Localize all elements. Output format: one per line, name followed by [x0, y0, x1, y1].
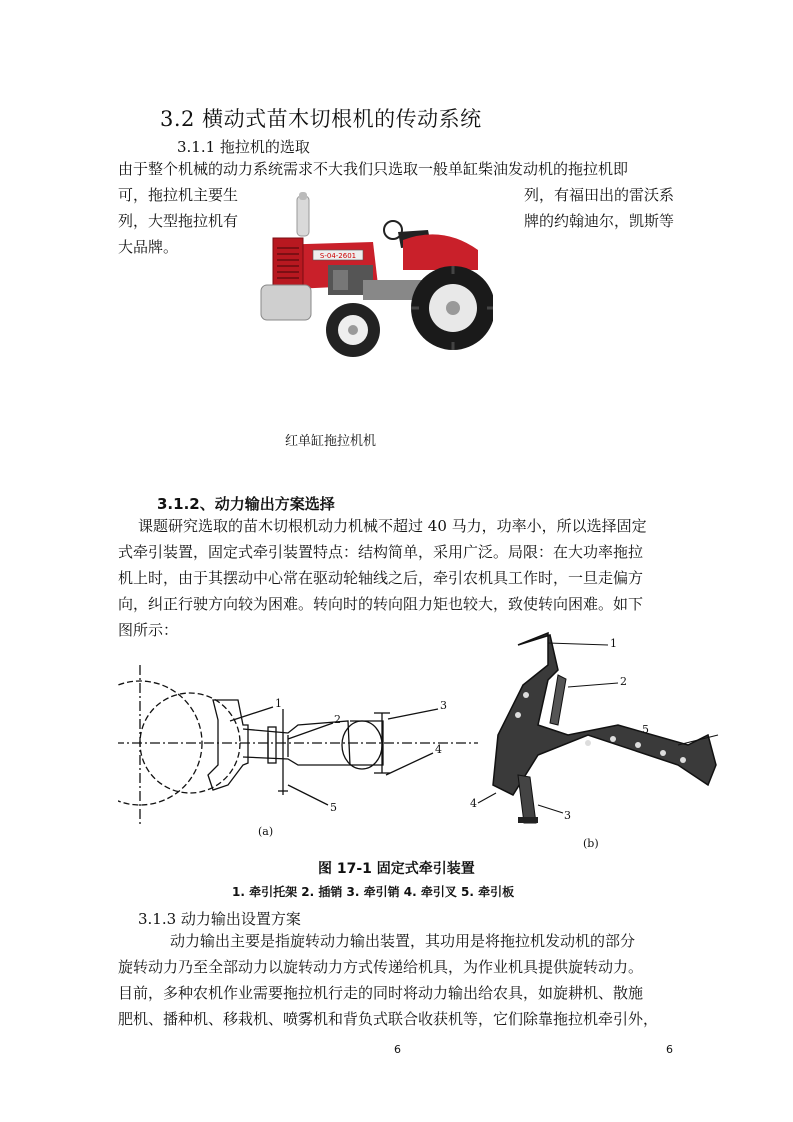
heading-3-1-3: 3.1.3 动力输出设置方案: [138, 910, 301, 928]
s311-line-4: 大品牌。: [118, 238, 179, 256]
fig-b-callout-3: 3: [564, 809, 571, 822]
s311-line-2b: 列，有福田出的雷沃系: [523, 186, 674, 204]
tractor-plate: S-04-2601: [319, 252, 357, 260]
fig-a-label: (a): [258, 825, 274, 838]
heading-3-1-2: 3.1.2、动力输出方案选择: [157, 495, 335, 513]
s313-line-3: 目前，多种农机作业需要拖拉机行走的同时将动力输出给农具，如旋耕机、散施: [118, 984, 644, 1002]
figure-title: 图 17-1 固定式牵引装置: [318, 861, 475, 877]
figure-legend: 1. 牵引托架 2. 插销 3. 牵引销 4. 牵引叉 5. 牵引板: [232, 885, 515, 899]
s313-line-4: 肥机、播种机、移栽机、喷雾机和背负式联合收获机等，它们除靠拖拉机牵引外，: [118, 1010, 659, 1028]
fig-a-callout-3: 3: [440, 699, 447, 712]
fig-b-callout-5: 5: [642, 723, 649, 736]
s313-line-1: 动力输出主要是指旋转动力输出装置，其功用是将拖拉机发动机的部分: [170, 932, 636, 950]
fig-a-callout-4: 4: [435, 743, 442, 756]
fig-b-callout-4: 4: [470, 797, 477, 810]
page-number-right: 6: [666, 1043, 673, 1056]
heading-3-1-1: 3.1.1 拖拉机的选取: [177, 138, 310, 156]
s313-line-2: 旋转动力乃至全部动力以旋转动力方式传递给机具，为作业机具提供旋转动力。: [118, 958, 644, 976]
figure-a-drawing: [118, 665, 478, 825]
s312-line-3: 机上时，由于其摆动中心常在驱动轮轴线之后，牵引农机具工作时，一旦走偏方: [118, 569, 644, 587]
s312-line-1: 课题研究选取的苗木切根机动力机械不超过 40 马力，功率小，所以选择固定: [138, 517, 647, 535]
s311-line-3b: 牌的约翰迪尔，凯斯等: [523, 212, 674, 230]
s312-line-2: 式牵引装置，固定式牵引装置特点：结构简单，采用广泛。局限：在大功率拖拉: [118, 543, 644, 561]
section-title: 3.2 横动式苗木切根机的传动系统: [160, 107, 482, 131]
fig-b-label: (b): [583, 837, 599, 850]
figure-17-1: [118, 625, 724, 855]
s311-line-1: 由于整个机械的动力系统需求不大我们只选取一般单缸柴油发动机的拖拉机即: [118, 160, 629, 178]
fig-a-callout-1: 1: [275, 697, 282, 710]
page-number-center: 6: [394, 1043, 401, 1056]
tractor-photo: [253, 190, 493, 365]
s311-line-3: 列，大型拖拉机有: [118, 212, 239, 230]
s312-line-4: 向，纠正行驶方向较为困难。转向时的转向阻力矩也较大，致使转向困难。如下: [118, 595, 644, 613]
s312-line-5: 图所示：: [118, 621, 179, 639]
fig-a-callout-2: 2: [334, 713, 341, 726]
figure-b-drawing: [478, 633, 718, 823]
fig-b-callout-2: 2: [620, 675, 627, 688]
fig-b-callout-1: 1: [610, 637, 617, 650]
s311-line-2: 可，拖拉机主要生: [118, 186, 239, 204]
photo-caption: 红单缸拖拉机机: [285, 434, 377, 449]
fig-a-callout-5: 5: [330, 801, 337, 814]
